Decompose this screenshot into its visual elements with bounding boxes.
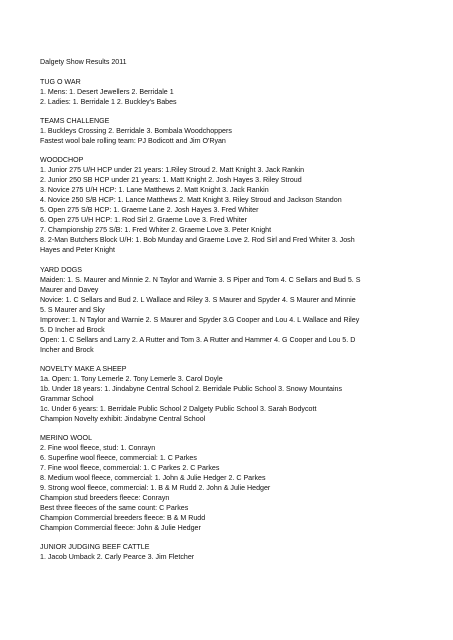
result-line: 2. Ladies: 1. Berridale 1 2. Buckley's Babes <box>40 98 177 106</box>
result-line: Incher and Brock <box>40 346 94 354</box>
result-line: Champion Commercial breeders fleece: B & M Rudd <box>40 514 206 522</box>
section-woodchop <box>40 155 425 255</box>
section-novelty-make-a-sheep <box>40 364 425 424</box>
result-line: Champion stud breeders fleece: Conrayn <box>40 494 170 502</box>
result-line: Fastest wool bale rolling team: PJ Bodicott and Jim O'Ryan <box>40 137 226 145</box>
result-line: 1a. Open: 1. Tony Lemerle 2. Tony Lemerle 3. Carol Doyle <box>40 375 223 383</box>
result-line: 9. Strong wool fleece, commercial: 1. B & M Rudd 2. John & Julie Hedger <box>40 484 271 492</box>
result-line: Best three fleeces of the same count: C Parkes <box>40 504 189 512</box>
result-line: 1. Jacob Umback 2. Carly Pearce 3. Jim Fletcher <box>40 553 195 561</box>
result-line: 5. Open 275 S/B HCP: 1. Graeme Lane 2. Josh Hayes 3. Fred Whiter <box>40 206 259 214</box>
result-line: 1. Mens: 1. Desert Jewellers 2. Berridale 1 <box>40 88 174 96</box>
result-line: Maiden: 1. S. Maurer and Minnie 2. N Taylor and Warnie 3. S Piper and Tom 4. C Sellars and Bud 5. S <box>40 276 361 284</box>
section-merino-wool <box>40 433 425 533</box>
result-line: Maurer and Davey <box>40 286 99 294</box>
result-line: 1. Junior 275 U/H HCP under 21 years: 1.Riley Stroud 2. Matt Knight 3. Jack Rankin <box>40 166 305 174</box>
result-line: 6. Superfine wool fleece, commercial: 1. C Parkes <box>40 454 197 462</box>
result-line: 8. 2-Man Butchers Block U/H: 1. Bob Munday and Graeme Love 2. Rod Sirl and Fred Whiter 3. Josh <box>40 236 355 244</box>
section-heading: TEAMS CHALLENGE <box>40 117 110 125</box>
section-teams-challenge <box>40 116 425 146</box>
section-heading: NOVELTY MAKE A SHEEP <box>40 365 127 373</box>
result-line: Improver: 1. N Taylor and Warnie 2. S Maurer and Spyder 3.G Cooper and Lou 4. L Wallace and Riley <box>40 316 360 324</box>
result-line: 2. Fine wool fleece, stud: 1. Conrayn <box>40 444 156 452</box>
result-line: 1. Buckleys Crossing 2. Berridale 3. Bombala Woodchoppers <box>40 127 232 135</box>
section-heading: MERINO WOOL <box>40 434 93 442</box>
section-tug-o-war <box>40 77 425 107</box>
section-yard-dogs <box>40 265 425 355</box>
section-heading: JUNIOR JUDGING BEEF CATTLE <box>40 543 150 551</box>
result-line: Champion Commercial fleece: John & Julie Hedger <box>40 524 201 532</box>
result-line: 5. D Incher ad Brock <box>40 326 105 334</box>
section-junior-judging-beef-cattle <box>40 542 425 562</box>
result-line: 4. Novice 250 S/B HCP: 1. Lance Matthews 2. Matt Knight 3. Riley Stroud and Jackson Standon <box>40 196 342 204</box>
result-line: Hayes and Peter Knight <box>40 246 115 254</box>
result-line: 1c. Under 6 years: 1. Berridale Public School 2 Dalgety Public School 3. Sarah Bodycott <box>40 405 317 413</box>
result-line: 1b. Under 18 years: 1. Jindabyne Central School 2. Berridale Public School 3. Snowy Mountains <box>40 385 343 393</box>
section-heading: TUG O WAR <box>40 78 81 86</box>
result-line: 5. S Maurer and Sky <box>40 306 105 314</box>
result-line: Champion Novelty exhibit: Jindabyne Central School <box>40 415 206 423</box>
result-line: 8. Medium wool fleece, commercial: 1. John & Julie Hedger 2. C Parkes <box>40 474 266 482</box>
section-heading: YARD DOGS <box>40 266 83 274</box>
result-line: 7. Championship 275 S/B: 1. Fred Whiter 2. Graeme Love 3. Peter Knight <box>40 226 272 234</box>
document-title: Dalgety Show Results 2011 <box>40 58 127 66</box>
section-heading: WOODCHOP <box>40 156 84 164</box>
result-line: Open: 1. C Sellars and Larry 2. A Rutter and Tom 3. A Rutter and Hammer 4. G Cooper and Lou 5. D <box>40 336 356 344</box>
result-line: 3. Novice 275 U/H HCP: 1. Lane Matthews 2. Matt Knight 3. Jack Rankin <box>40 186 269 194</box>
result-line: 7. Fine wool fleece, commercial: 1. C Parkes 2. C Parkes <box>40 464 220 472</box>
result-line: 6. Open 275 U/H HCP: 1. Rod Sirl 2. Graeme Love 3. Fred Whiter <box>40 216 247 224</box>
result-line: Novice: 1. C Sellars and Bud 2. L Wallace and Riley 3. S Maurer and Spyder 4. S Maurer and Minnie <box>40 296 356 304</box>
result-line: Grammar School <box>40 395 94 403</box>
result-line: 2. Junior 250 SB HCP under 21 years: 1. Matt Knight 2. Josh Hayes 3. Riley Stroud <box>40 176 302 184</box>
